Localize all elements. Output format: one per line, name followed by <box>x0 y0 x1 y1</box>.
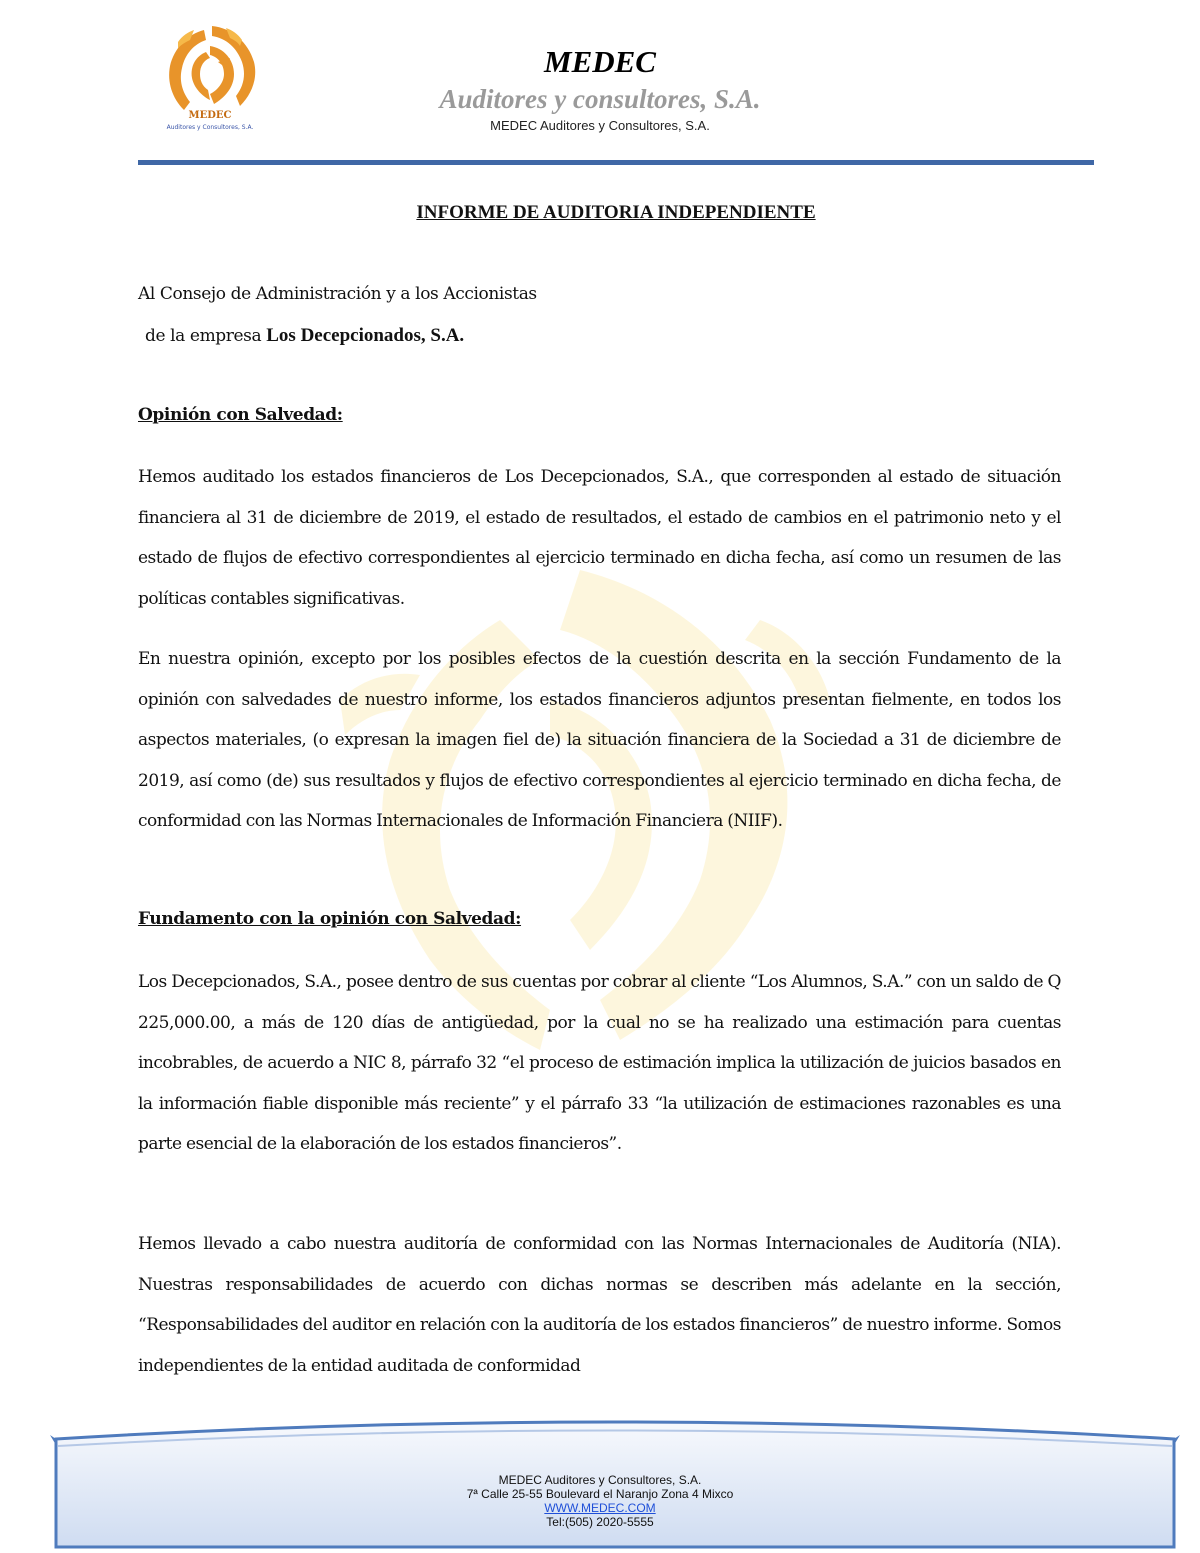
section-heading-opinion: Opinión con Salvedad: <box>138 405 343 425</box>
footer-phone: Tel:(505) 2020-5555 <box>546 1515 654 1529</box>
footer-company: MEDEC Auditores y Consultores, S.A. <box>498 1473 702 1487</box>
addressee-line-1: Al Consejo de Administración y a los Accionistas <box>138 284 537 304</box>
footer-website-link[interactable]: WWW.MEDEC.COM <box>544 1501 656 1515</box>
paragraph: En nuestra opinión, excepto por los posibles efectos de la cuestión descrita en la sección Fundamento de la opinión con salvedades de nuestro informe, los estados financieros adjuntos presentan fielmente, en todos los aspectos materiales, (o expresan la imagen fiel de) la situación financiera de la Sociedad a 31 de diciembre de 2019, así como (de) sus resultados y flujos de efectivo correspondientes al ejercicio terminado en dicha fecha, de conformidad con las Normas Internacionales de Información Financiera (NIIF). <box>138 649 1061 832</box>
logo-text: MEDEC <box>188 110 232 121</box>
logo-caption: Auditores y Consultores, S.A. <box>166 124 254 131</box>
footer-contact <box>300 1473 900 1529</box>
addressee-line-2 <box>145 325 464 347</box>
company-fullname: MEDEC Auditores y Consultores, S.A. <box>490 118 710 133</box>
paragraph: Hemos llevado a cabo nuestra auditoría de conformidad con las Normas Internacionales de Auditoría (NIA). Nuestras responsabilidades de acuerdo con dichas normas se describen más adelante en la sección, “Responsabilidades del auditor en relación con la auditoría de los estados financieros” de nuestro informe. Somos independientes de la entidad auditada de conformidad <box>138 1234 1061 1376</box>
header-rule <box>138 160 1094 165</box>
section-heading-basis: Fundamento con la opinión con Salvedad: <box>138 909 522 929</box>
addressee-company: Los Decepcionados, S.A. <box>266 325 465 346</box>
footer-address: 7ª Calle 25-55 Boulevard el Naranjo Zona 4 Mixco <box>466 1487 734 1501</box>
company-subtitle: Auditores y consultores, S.A. <box>439 84 761 114</box>
company-name: MEDEC <box>544 44 656 79</box>
paragraph: Hemos auditado los estados financieros de Los Decepcionados, S.A., que corresponden al estado de situación financiera al 31 de diciembre de 2019, el estado de resultados, el estado de cambios en el patrimonio neto y el estado de flujos de efectivo correspondientes al ejercicio terminado en dicha fecha, así como un resumen de las políticas contables significativas. <box>138 467 1061 609</box>
document-title: INFORME DE AUDITORIA INDEPENDIENTE <box>416 202 816 223</box>
paragraph: Los Decepcionados, S.A., posee dentro de sus cuentas por cobrar al cliente “Los Alumnos, S.A.” con un saldo de Q 225,000.00, a más de 120 días de antigüedad, por la cual no se ha realizado una estimación para cuentas incobrables, de acuerdo a NIC 8, párrafo 32 “el proceso de estimación implica la utilización de juicios basados en la información fiable disponible más reciente” y el párrafo 33 “la utilización de estimaciones razonables es una parte esencial de la elaboración de los estados financieros”. <box>138 972 1061 1155</box>
addressee-prefix: de la empresa <box>145 326 267 346</box>
